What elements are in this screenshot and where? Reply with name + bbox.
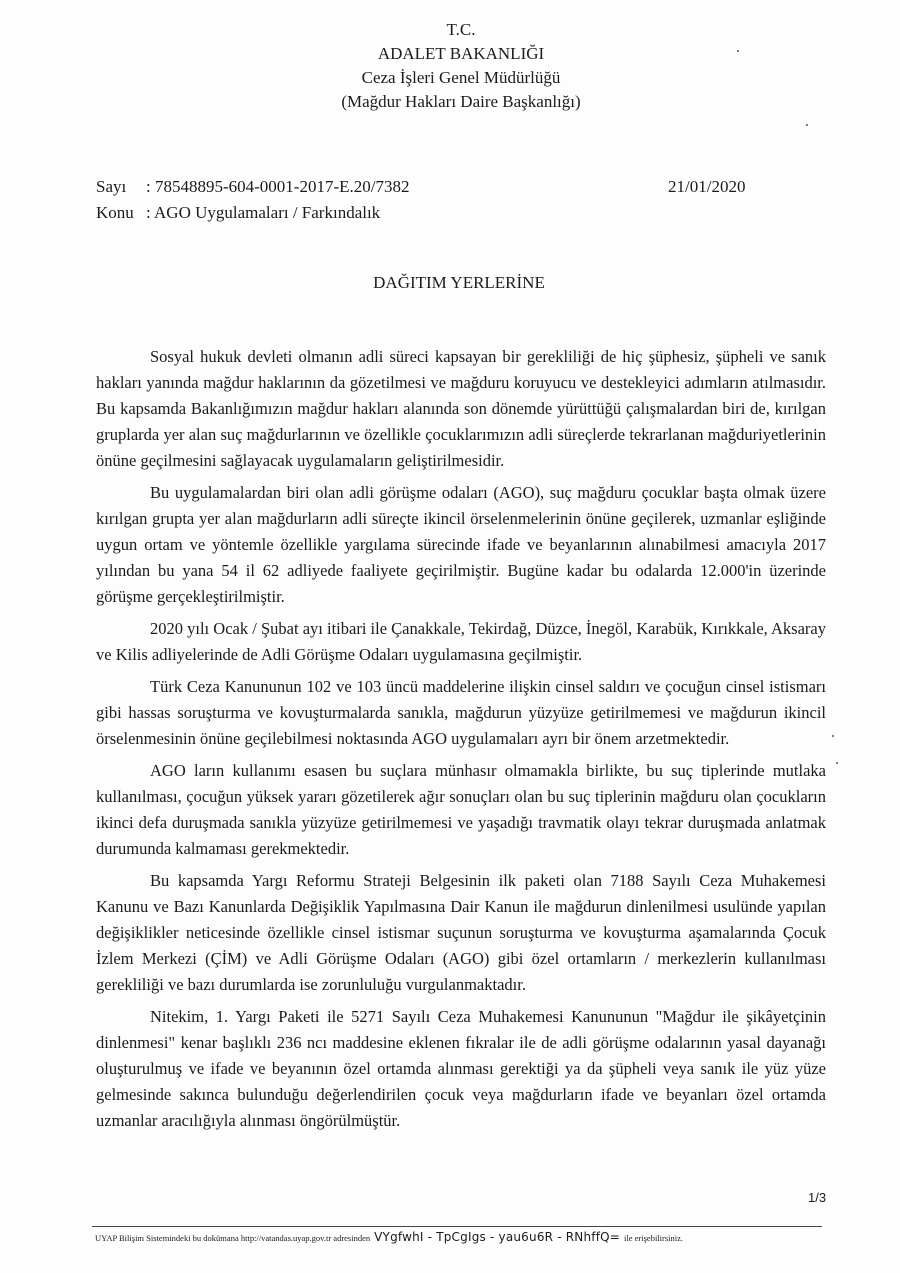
konu-row — [96, 200, 409, 226]
body-paragraph: Sosyal hukuk devleti olmanın adli süreci kapsayan bir gerekliliği de hiç şüphesiz, şüpheli ve sanık hakları yanında mağdur haklarının da gözetilmesi ve mağduru koruyucu ve destekleyici adımların atılmasıdır. Bu kapsamda Bakanlığımızın mağdur hakları alanında son dönemde yürüttüğü çalışmalardan biri de, kırılgan gruplarda yer alan suç mağdurlarının ve özellikle çocuklarımızın adli süreçlerde tekrarlanan mağduriyetlerinin önüne geçilmesini sağlayacak uygulamaların geliştirilmesidir. — [96, 347, 826, 470]
page-number: 1/3 — [808, 1190, 827, 1205]
scan-speck — [832, 735, 834, 737]
body-paragraph: Nitekim, 1. Yargı Paketi ile 5271 Sayılı Ceza Muhakemesi Kanununun "Mağdur ile şikâyetçinin dinlenmesi" kenar başlıklı 236 ncı maddesine eklenen fıkralar ile de adli görüşme odalarının yasal dayanağı oluşturulmuş ve ifade ve beyanının özel ortamda alınması gerektiği ya da şüpheli veya sanık ile yüz yüze gelmesinde sakınca bulunduğu değerlendirilen çocuk veya mağdurların ifade ve beyanları özel ortamda uzmanlar aracılığıyla alınması öngörülmüştür. — [96, 1007, 826, 1130]
body-paragraph: Türk Ceza Kanununun 102 ve 103 üncü maddelerine ilişkin cinsel saldırı ve çocuğun cinsel istismarı gibi hassas soruşturma ve kovuşturmalarda sanıkla, mağdurun yüzyüze getirilmemesi ve mağdurun ikincil örselenmesinin önüne geçilebilmesi noktasında AGO uygulamaları ayrı bir önem arzetmektedir. — [96, 677, 826, 748]
konu-label: Konu — [96, 203, 134, 222]
scan-speck — [806, 124, 808, 126]
body-paragraph: Bu uygulamalardan biri olan adli görüşme odaları (AGO), suç mağduru çocuklar başta olmak üzere kırılgan grupta yer alan mağdurların adli süreçte ikincil örselenmelerinin önüne geçilerek, uzmanlar eşliğinde uygun ortam ve yöntemle özellikle yargılama sürecinde ifade ve beyanlarının alınabilmesi amacıyla 2017 yılından bu yana 54 il 62 adliyede faaliyete geçirilmiştir. Bugüne kadar bu odalarda 12.000'in üzerinde görüşme gerçekleştirilmiştir. — [96, 483, 826, 606]
konu-value: : AGO Uygulamaları / Farkındalık — [146, 203, 381, 222]
sayi-row — [96, 174, 409, 200]
document-body — [96, 344, 826, 1140]
footer-verification — [95, 1230, 683, 1244]
body-paragraph: 2020 yılı Ocak / Şubat ayı itibari ile Çanakkale, Tekirdağ, Düzce, İnegöl, Karabük, Kırıkkale, Aksaray ve Kilis adliyelerinde de Adli Görüşme Odaları uygulamasına geçilmiştir. — [96, 619, 826, 664]
footer-prefix: UYAP Bilişim Sistemindeki bu dokümana http://vatandas.uyap.gov.tr adresinden — [95, 1233, 371, 1243]
document-date: 21/01/2020 — [668, 177, 746, 196]
document-meta — [96, 174, 409, 226]
scan-speck — [737, 50, 739, 52]
footer-divider — [92, 1226, 822, 1227]
body-paragraph: Bu kapsamda Yargı Reformu Strateji Belgesinin ilk paketi olan 7188 Sayılı Ceza Muhakemesi Kanunu ve Bazı Kanunlarda Değişiklik Yapılmasına Dair Kanun ile mağdurun dinlenilmesi usulünde yapılan değişiklikler neticesinde özellikle cinsel istismar suçunun soruşturma ve kovuşturma aşamalarında Çocuk İzlem Merkezi (ÇİM) ve Adli Görüşme Odaları (AGO) gibi özel ortamların / merkezlerin kullanılması gerekliliği ve bazı durumlarda ise zorunluluğu vurgulanmaktadır. — [96, 871, 826, 994]
verification-code: VYgfwhI - TpCgIgs - yau6u6R - RNhffQ= — [374, 1230, 621, 1244]
scan-speck — [836, 762, 838, 764]
recipient-heading: DAĞITIM YERLERİNE — [373, 273, 545, 292]
letterhead — [0, 18, 900, 114]
sayi-value: : 78548895-604-0001-2017-E.20/7382 — [146, 177, 410, 196]
letterhead-directorate: Ceza İşleri Genel Müdürlüğü — [361, 68, 561, 87]
letterhead-tc: T.C. — [446, 20, 476, 39]
letterhead-department: (Mağdur Hakları Daire Başkanlığı) — [341, 92, 581, 111]
body-paragraph: AGO ların kullanımı esasen bu suçlara münhasır olmamakla birlikte, bu suç tiplerinde mutlaka kullanılması, çocuğun yüksek yararı gözetilerek ağır sonuçları olan bu suç tiplerinin mağduru olan çocukların ikinci defa duruşmada sanıkla yüzyüze getirilmemesi ve yaşadığı travmatik olayı tekrar duruşmada anlatmak durumunda kalmaması gerekmektedir. — [96, 761, 826, 858]
letterhead-ministry: ADALET BAKANLIĞI — [377, 44, 545, 63]
sayi-label: Sayı — [96, 177, 127, 196]
footer-suffix: ile erişebilirsiniz. — [624, 1233, 684, 1243]
